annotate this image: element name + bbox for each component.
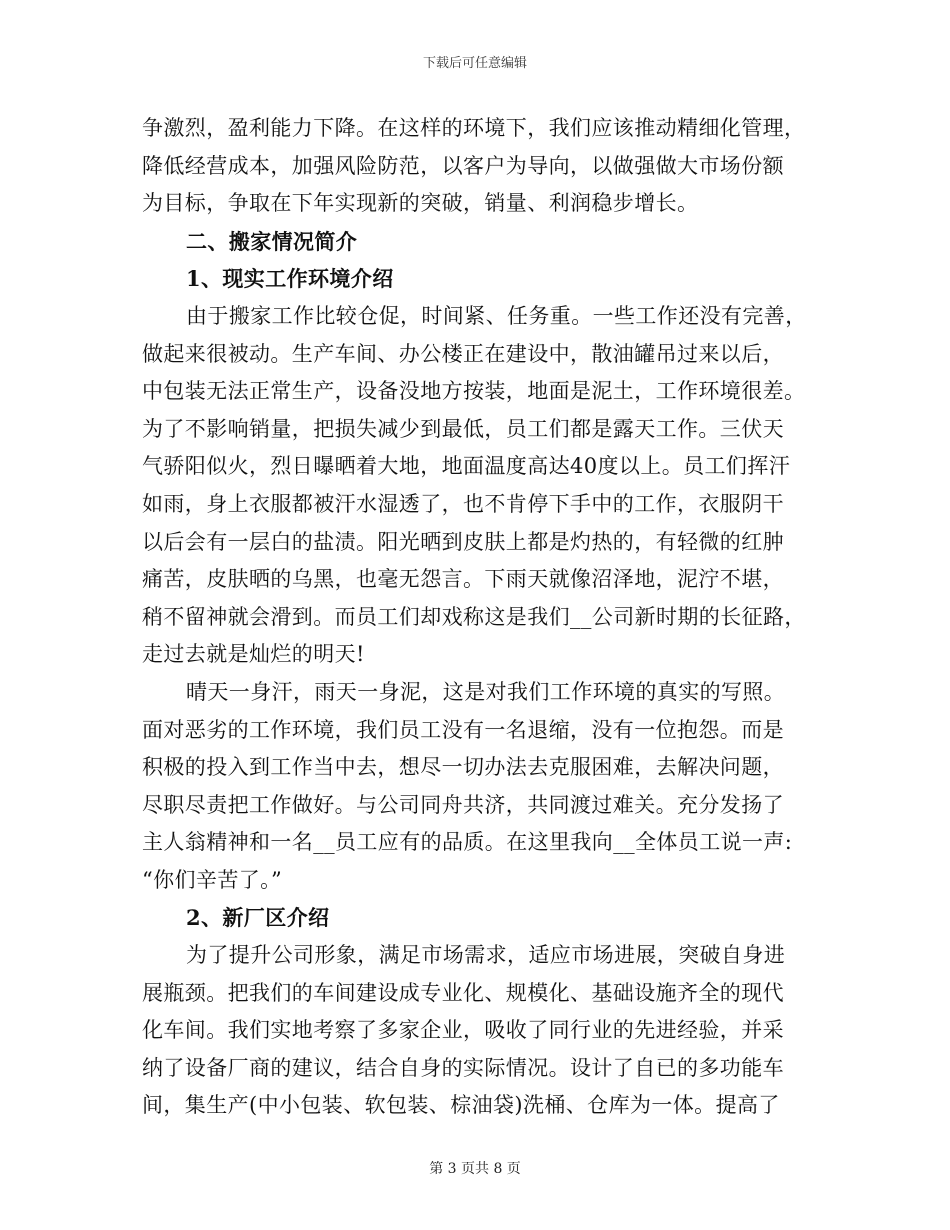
document-body — [142, 110, 810, 1125]
text-line: 尽职尽责把工作做好。与公司同舟共济，共同渡过难关。充分发扬了 — [142, 792, 784, 817]
text-line: 为目标，争取在下年实现新的突破，销量、利润稳步增长。 — [142, 191, 699, 216]
text-line: 间，集生产(中小包装、软包装、棕油袋)洗桶、仓库为一体。提高了 — [142, 1093, 780, 1118]
section-heading: 2、新厂区介绍 — [186, 905, 330, 931]
text-line: 走过去就是灿烂的明天! — [142, 642, 365, 667]
text-line: 如雨，身上衣服都被汗水湿透了，也不肯停下手中的工作，衣服阴干 — [142, 491, 784, 516]
text-line: 稍不留神就会滑到。而员工们却戏称这是我们__公司新时期的长征路， — [142, 604, 806, 629]
text-line: 为了不影响销量，把损失减少到最低，员工们都是露天工作。三伏天 — [142, 416, 784, 441]
page-header: 下载后可任意编辑 — [422, 56, 527, 71]
text-line: 展瓶颈。把我们的车间建设成专业化、规模化、基础设施齐全的现代 — [142, 980, 784, 1005]
text-line: 纳了设备厂商的建议，结合自身的实际情况。设计了自已的多功能车 — [142, 1055, 784, 1080]
section-heading: 1、现实工作环境介绍 — [186, 266, 394, 292]
text-line: 中包装无法正常生产，设备没地方按装，地面是泥土，工作环境很差。 — [142, 379, 806, 404]
section-heading: 二、搬家情况简介 — [186, 228, 358, 254]
text-line: 主人翁精神和一名__员工应有的品质。在这里我向__全体员工说一声: — [142, 830, 793, 855]
text-line: 晴天一身汗，雨天一身泥，这是对我们工作环境的真实的写照。 — [186, 679, 786, 704]
text-line: 气骄阳似火，烈日曝晒着大地，地面温度高达40度以上。员工们挥汗 — [142, 454, 791, 479]
text-line: 以后会有一层白的盐渍。阳光晒到皮肤上都是灼热的，有轻微的红肿 — [142, 529, 784, 554]
page-footer: 第 3 页共 8 页 — [429, 1161, 521, 1177]
text-line: 痛苦，皮肤晒的乌黑，也毫无怨言。下雨天就像沼泽地，泥泞不堪， — [142, 567, 784, 592]
text-line: “你们辛苦了。” — [142, 867, 283, 892]
text-line: 化车间。我们实地考察了多家企业，吸收了同行业的先进经验，并采 — [142, 1018, 784, 1043]
text-line: 积极的投入到工作当中去，想尽一切办法去克服困难，去解决问题， — [142, 755, 784, 780]
text-line: 为了提升公司形象，满足市场需求，适应市场进展，突破自身进 — [186, 943, 786, 968]
text-line: 争激烈，盈利能力下降。在这样的环境下，我们应该推动精细化管理， — [142, 116, 806, 140]
text-line: 降低经营成本，加强风险防范，以客户为导向，以做强做大市场份额 — [142, 153, 784, 178]
text-line: 做起来很被动。生产车间、办公楼正在建设中，散油罐吊过来以后， — [142, 341, 784, 366]
text-line: 由于搬家工作比较仓促，时间紧、任务重。一些工作还没有完善， — [186, 303, 807, 328]
text-line: 面对恶劣的工作环境，我们员工没有一名退缩，没有一位抱怨。而是 — [142, 717, 784, 742]
